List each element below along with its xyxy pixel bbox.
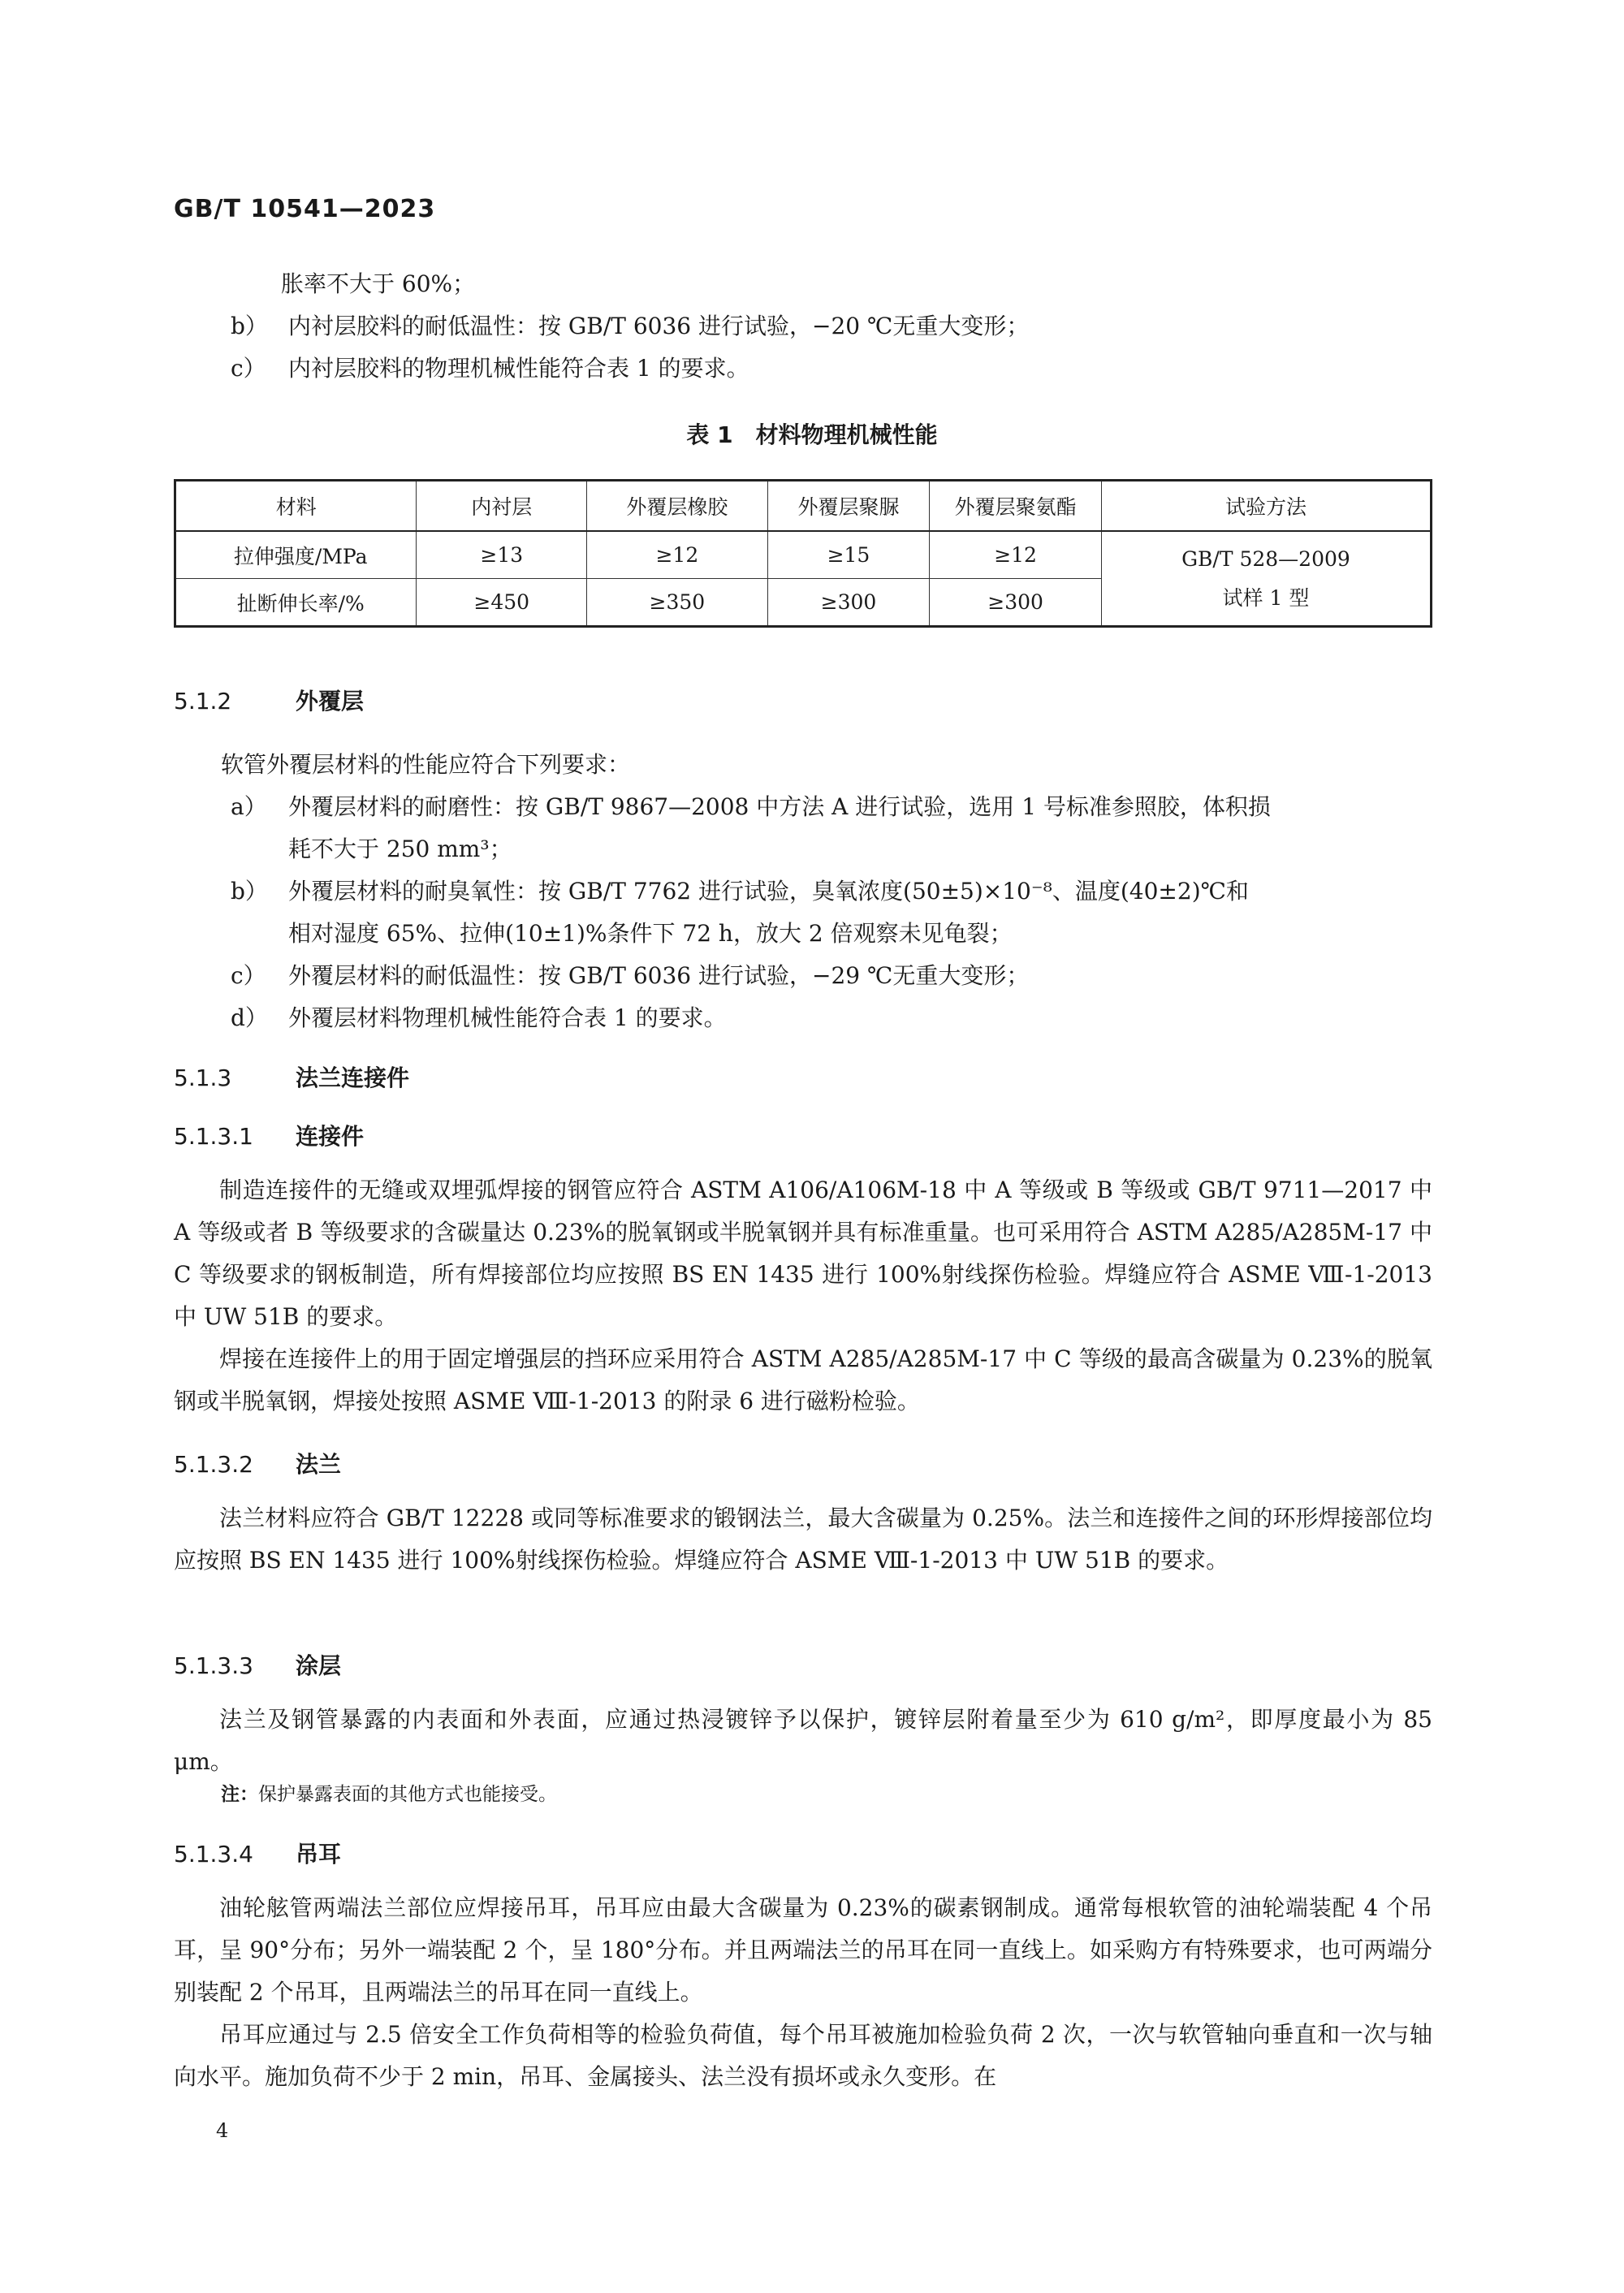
table-cell: ≥300 [930, 579, 1102, 627]
paragraph: 油轮舷管两端法兰部位应焊接吊耳，吊耳应由最大含碳量为 0.23%的碳素钢制成。通常每根软管的油轮端装配 4 个吊耳，呈 90°分布；另外一端装配 2 个，呈 180°分布。并且两端法兰的吊耳在同一直线上。如采购方有特殊要求，也可两端分别装配 2 个吊耳，且两端法兰的吊耳在同一直线上。 [174, 1894, 1432, 2006]
list-item-text: 相对湿度 65%、拉伸(10±1)%条件下 72 h，放大 2 倍观察未见龟裂； [288, 920, 1013, 947]
column-header: 外覆层聚氨酯 [930, 481, 1102, 532]
material-properties-table [174, 479, 1432, 628]
paragraph: 焊接在连接件上的用于固定增强层的挡环应采用符合 ASTM A285/A285M-17 中 C 等级的最高含碳量为 0.23%的脱氧钢或半脱氧钢，焊接处按照 ASME Ⅷ-1-2013 的附录 6 进行磁粉检验。 [174, 1345, 1432, 1414]
section-number: 5.1.3.3 [174, 1652, 253, 1679]
paragraph: 软管外覆层材料的性能应符合下列要求： [221, 751, 631, 778]
section-number: 5.1.3.2 [174, 1451, 253, 1478]
row-label: 扯断伸长率/% [175, 579, 417, 627]
table-title: 表 1 材料物理机械性能 [686, 421, 938, 448]
column-header: 试验方法 [1101, 481, 1431, 532]
table-cell: ≥300 [767, 579, 930, 627]
page-number: 4 [216, 2119, 229, 2142]
note-label: 注： [221, 1784, 258, 1805]
list-marker: b） [231, 313, 268, 339]
column-header: 内衬层 [417, 481, 587, 532]
section-heading-5-1-3-1 [174, 1119, 364, 1151]
note [221, 1778, 557, 1811]
section-heading-5-1-3 [174, 1060, 409, 1093]
column-header: 外覆层橡胶 [587, 481, 768, 532]
column-header: 外覆层聚脲 [767, 481, 930, 532]
paragraph: 法兰材料应符合 GB/T 12228 或同等标准要求的锻钢法兰，最大含碳量为 0.25%。法兰和连接件之间的环形焊接部位均应按照 BS EN 1435 进行 100%射线探伤检验。焊缝应符合 ASME Ⅷ-1-2013 中 UW 51B 的要求。 [174, 1505, 1432, 1574]
section-number: 5.1.3.1 [174, 1123, 253, 1150]
table-cell: ≥12 [587, 531, 768, 579]
list-item-text: 外覆层材料物理机械性能符合表 1 的要求。 [288, 1004, 727, 1031]
list-item-text: 内衬层胶料的物理机械性能符合表 1 的要求。 [288, 355, 749, 382]
table-header-row [175, 481, 1432, 532]
section-number: 5.1.3.4 [174, 1841, 253, 1868]
list-item-text: 外覆层材料的耐臭氧性：按 GB/T 7762 进行试验，臭氧浓度(50±5)×10⁻⁸、温度(40±2)℃和 [288, 878, 1249, 905]
table-cell: ≥15 [767, 531, 930, 579]
section-title: 涂层 [296, 1652, 342, 1679]
section-number: 5.1.2 [174, 688, 232, 715]
section-title: 外覆层 [296, 688, 365, 715]
table-cell: ≥12 [930, 531, 1102, 579]
note-text: 保护暴露表面的其他方式也能接受。 [258, 1784, 557, 1805]
list-marker: d） [231, 1004, 268, 1031]
section-heading-5-1-3-3 [174, 1648, 341, 1681]
table-cell: ≥13 [417, 531, 587, 579]
row-label: 拉伸强度/MPa [175, 531, 417, 579]
document-id: GB/T 10541—2023 [174, 195, 436, 223]
list-marker: c） [231, 962, 266, 989]
table-row [175, 531, 1432, 579]
section-heading-5-1-2 [174, 684, 364, 716]
list-marker: c） [231, 355, 266, 382]
section-title: 连接件 [296, 1123, 365, 1150]
section-title: 吊耳 [296, 1841, 342, 1868]
section-title: 法兰 [296, 1451, 342, 1478]
paragraph: 制造连接件的无缝或双埋弧焊接的钢管应符合 ASTM A106/A106M-18 中 A 等级或 B 等级或 GB/T 9711—2017 中 A 等级或者 B 等级要求的含碳量达 0.23%的脱氧钢或半脱氧钢并具有标准重量。也可采用符合 ASTM A285/A285M-17 中 C 等级要求的钢板制造，所有焊接部位均应按照 BS EN 1435 进行 100%射线探伤检验。焊缝应符合 ASME Ⅷ-1-2013 中 UW 51B 的要求。 [174, 1177, 1432, 1330]
test-method-cell [1101, 531, 1431, 627]
section-heading-5-1-3-4 [174, 1837, 341, 1869]
section-number: 5.1.3 [174, 1064, 232, 1091]
table-cell: ≥450 [417, 579, 587, 627]
list-item-text: 耗不大于 250 mm³； [288, 836, 512, 862]
paragraph: 吊耳应通过与 2.5 倍安全工作负荷相等的检验负荷值，每个吊耳被施加检验负荷 2 次，一次与软管轴向垂直和一次与轴向水平。施加负荷不少于 2 min，吊耳、金属接头、法兰没有损坏或永久变形。在 [174, 2021, 1432, 2090]
section-heading-5-1-3-2 [174, 1447, 341, 1479]
test-method-specimen: 试样 1 型 [1222, 585, 1310, 610]
list-marker: a） [231, 793, 267, 820]
paragraph: 法兰及钢管暴露的内表面和外表面，应通过热浸镀锌予以保护，镀锌层附着量至少为 610 g/m²，即厚度最小为 85 μm。 [174, 1706, 1432, 1775]
list-item-text: 内衬层胶料的耐低温性：按 GB/T 6036 进行试验，−20 ℃无重大变形； [288, 313, 1030, 339]
column-header: 材料 [175, 481, 417, 532]
list-item-continuation: 胀率不大于 60%； [281, 270, 476, 297]
section-title: 法兰连接件 [296, 1064, 410, 1091]
test-method-standard: GB/T 528—2009 [1181, 546, 1350, 571]
list-marker: b） [231, 878, 268, 905]
list-item-text: 外覆层材料的耐磨性：按 GB/T 9867—2008 中方法 A 进行试验，选用 1 号标准参照胶，体积损 [288, 793, 1271, 820]
table-cell: ≥350 [587, 579, 768, 627]
list-item-text: 外覆层材料的耐低温性：按 GB/T 6036 进行试验，−29 ℃无重大变形； [288, 962, 1030, 989]
